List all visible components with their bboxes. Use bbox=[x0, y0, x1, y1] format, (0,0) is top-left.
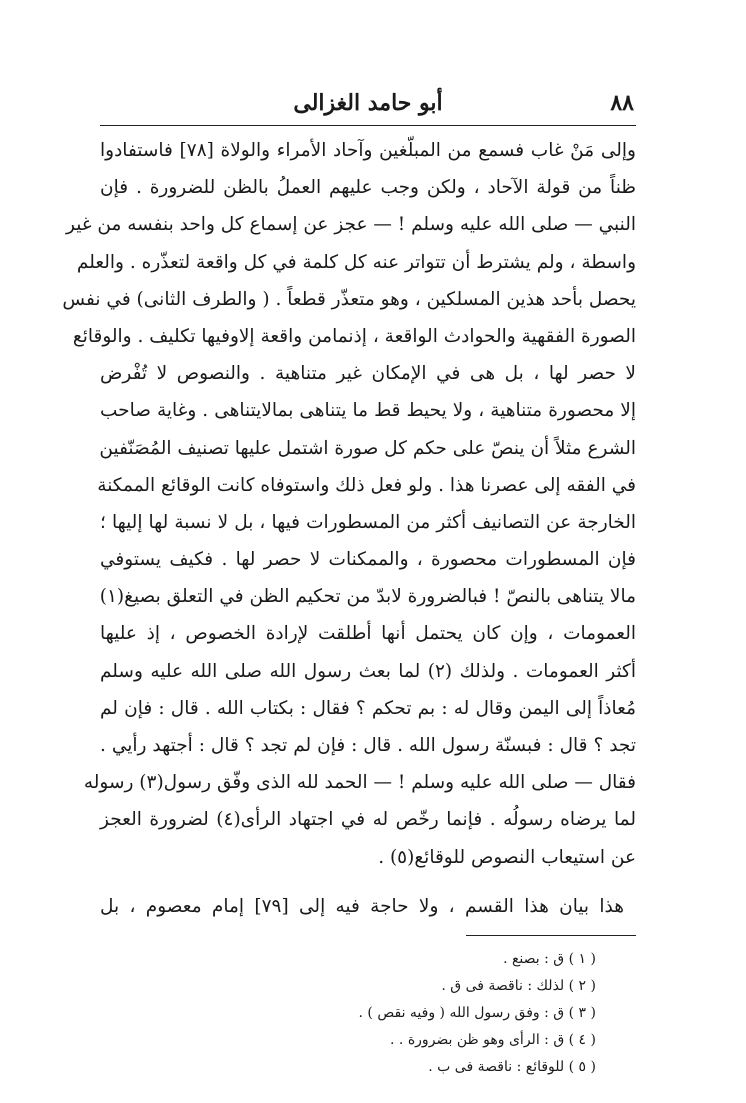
text-line: النبي — صلى الله عليه وسلم ! — عجز عن إسماع كل واحد بنفسه من غير bbox=[66, 214, 636, 236]
text-line: وإلى مَنْ غاب فسمع من المبلّغين وآحاد الأمراء والولاة [٧٨] فاستفادوا bbox=[100, 140, 636, 161]
footnote: ( ٢ ) لذلك : ناقصة فى ق . bbox=[441, 977, 596, 994]
header-rule bbox=[100, 125, 636, 126]
footnote: ( ٤ ) ق : الرأى وهو ظن بضرورة . . bbox=[390, 1031, 596, 1048]
page-number: ٨٨ bbox=[610, 90, 634, 116]
footnote: ( ٥ ) للوقائع : ناقصة فى ب . bbox=[428, 1058, 596, 1075]
footnotes bbox=[100, 946, 636, 1081]
text-line: ظناً من قولة الآحاد ، ولكن وجب عليهم العملُ بالظن للضرورة . فإن bbox=[100, 177, 636, 199]
text-line: عن استيعاب النصوص للوقائع(٥) . bbox=[378, 846, 636, 868]
text-line: أكثر العمومات . ولذلك (٢) لما بعث رسول الله صلى الله عليه وسلم bbox=[100, 660, 636, 682]
book-page bbox=[62, 86, 636, 1081]
text-line: فإن المسطورات محصورة ، والممكنات لا حصر لها . فكيف يستوفي bbox=[100, 549, 636, 571]
text-line: لا حصر لها ، بل هى في الإمكان غير متناهية . والنصوص لا تُفْرض bbox=[100, 363, 636, 385]
footnote: ( ٣ ) ق : وفق رسول الله ( وفيه نقص ) . bbox=[358, 1004, 596, 1021]
footnote: ( ١ ) ق : بصنع . bbox=[503, 950, 596, 967]
text-line: إلا محصورة متناهية ، ولا يحيط قط ما يتناهى بمالايتناهى . وغاية صاحب bbox=[100, 400, 636, 422]
text-line: العمومات ، وإن كان يحتمل أنها أطلقت لإرادة الخصوص ، إذ عليها bbox=[100, 623, 636, 645]
text-line: الخارجة عن التصانيف أكثر من المسطورات فيها ، بل لا نسبة لها إليها ؛ bbox=[100, 511, 636, 533]
text-line: في الفقه إلى عصرنا هذا . ولو فعل ذلك واستوفاه كانت الوقائع الممكنة bbox=[97, 474, 636, 496]
page-header bbox=[100, 86, 636, 126]
text-line: فقال — صلى الله عليه وسلم ! — الحمد لله الذى وفّق رسول(٣) رسوله bbox=[83, 772, 636, 794]
main-text bbox=[62, 132, 636, 925]
text-line: الشرع مثلاً أن ينصّ على حكم كل صورة اشتمل عليها تصنيف المُصَنّفين bbox=[99, 437, 636, 459]
text-line: مُعاذاً إلى اليمن وقال له : بم تحكم ؟ فقال : بكتاب الله . قال : فإن لم bbox=[100, 697, 636, 719]
text-line: تجد ؟ قال : فبسنّة رسول الله . قال : فإن لم تجد ؟ قال : أجتهد رأيي . bbox=[100, 735, 636, 756]
footnote-rule bbox=[466, 935, 636, 936]
last-paragraph-line: هذا بيان هذا القسم ، ولا حاجة فيه إلى [٧٩] إمام معصوم ، بل bbox=[100, 895, 624, 917]
text-line: مالا يتناهى بالنصّ ! فبالضرورة لابدّ من تحكيم الظن في التعلق بصيغ(١) bbox=[99, 586, 636, 608]
running-title: أبو حامد الغزالى bbox=[293, 90, 443, 116]
text-line: واسطة ، ولم يشترط أن تتواتر عنه كل كلمة في كل واقعة لتعذّره . والعلم bbox=[76, 251, 636, 273]
paragraph-gap bbox=[100, 876, 636, 888]
text-line: لما يرضاه رسولُه . فإنما رخّص له في اجتهاد الرأى(٤) لضرورة العجز bbox=[100, 809, 636, 831]
text-line: الصورة الفقهية والحوادث الواقعة ، إذنمامن واقعة إلاوفيها تكليف . والوقائع bbox=[72, 325, 636, 347]
text-line: يحصل بأحد هذين المسلكين ، وهو متعذّر قطعاً . ( والطرف الثانى) في نفس bbox=[62, 288, 636, 310]
